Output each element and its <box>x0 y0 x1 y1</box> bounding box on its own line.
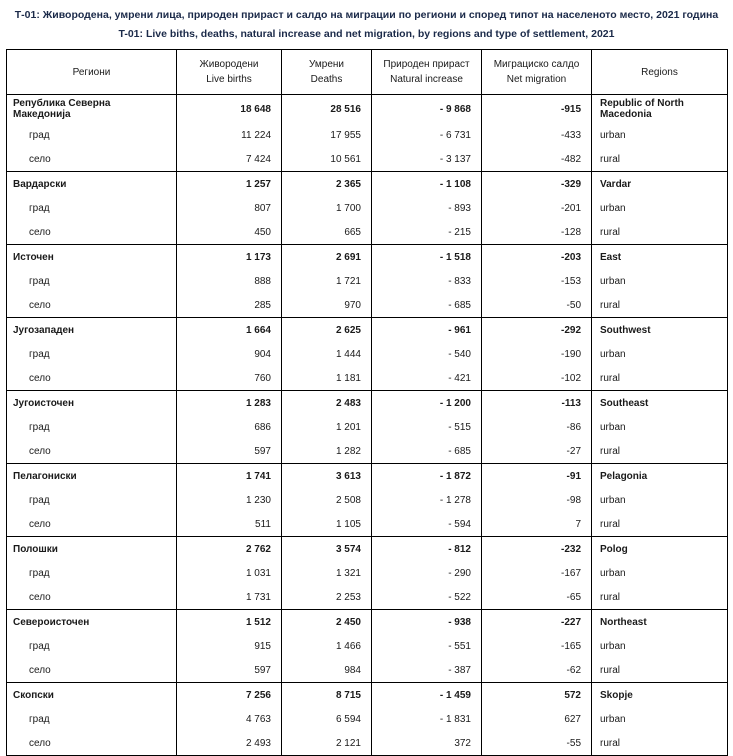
cell-region-en: rural <box>592 293 728 318</box>
cell-natural-increase: - 1 108 <box>372 172 482 197</box>
cell-natural-increase: - 3 137 <box>372 147 482 172</box>
table-row <box>7 731 728 756</box>
cell-region-en: urban <box>592 269 728 293</box>
cell-net-migration: -50 <box>482 293 592 318</box>
cell-region-mk: село <box>7 585 177 610</box>
cell-region-mk: село <box>7 147 177 172</box>
cell-region-en: rural <box>592 220 728 245</box>
cell-net-migration: -190 <box>482 342 592 366</box>
cell-region-en: Northeast <box>592 610 728 635</box>
cell-net-migration: -27 <box>482 439 592 464</box>
cell-region-mk: село <box>7 512 177 537</box>
cell-net-migration: -55 <box>482 731 592 756</box>
cell-live-births: 1 512 <box>177 610 282 635</box>
cell-net-migration: -128 <box>482 220 592 245</box>
table-row <box>7 147 728 172</box>
cell-live-births: 597 <box>177 658 282 683</box>
cell-deaths: 1 282 <box>282 439 372 464</box>
cell-live-births: 1 731 <box>177 585 282 610</box>
cell-live-births: 1 173 <box>177 245 282 270</box>
cell-region-en: Polog <box>592 537 728 562</box>
cell-net-migration: -915 <box>482 95 592 124</box>
cell-natural-increase: - 938 <box>372 610 482 635</box>
cell-deaths: 2 625 <box>282 318 372 343</box>
cell-live-births: 760 <box>177 366 282 391</box>
cell-natural-increase: - 812 <box>372 537 482 562</box>
cell-region-en: Southwest <box>592 318 728 343</box>
cell-region-en: Skopje <box>592 683 728 708</box>
cell-region-mk: село <box>7 220 177 245</box>
column-header-live-births <box>177 50 282 95</box>
cell-live-births: 1 664 <box>177 318 282 343</box>
cell-live-births: 1 230 <box>177 488 282 512</box>
cell-deaths: 2 691 <box>282 245 372 270</box>
cell-natural-increase: - 685 <box>372 293 482 318</box>
cell-natural-increase: - 1 459 <box>372 683 482 708</box>
table-title-block <box>6 8 727 41</box>
cell-region-mk: Источен <box>7 245 177 270</box>
column-header-regions-en-label: Regions <box>641 66 678 78</box>
cell-live-births: 686 <box>177 415 282 439</box>
cell-deaths: 3 613 <box>282 464 372 489</box>
cell-region-en: Pelagonia <box>592 464 728 489</box>
table-row <box>7 172 728 197</box>
table-title-mk: Т-01: Живороденa, умрени лица, природен прираст и салдо на миграции по региони и според типот на населеното место, 2021 година <box>14 9 719 21</box>
table-row <box>7 683 728 708</box>
cell-region-mk: Република Северна Македонија <box>7 95 177 124</box>
cell-live-births: 2 762 <box>177 537 282 562</box>
cell-region-en: East <box>592 245 728 270</box>
cell-region-mk: Скопски <box>7 683 177 708</box>
cell-net-migration: -227 <box>482 610 592 635</box>
cell-natural-increase: - 961 <box>372 318 482 343</box>
cell-net-migration: -482 <box>482 147 592 172</box>
cell-region-mk: село <box>7 731 177 756</box>
table-title-en: T-01: Live biths, deaths, natural increase and net migration, by regions and type of settlement, 2021 <box>118 28 615 40</box>
cell-region-mk: Вардарски <box>7 172 177 197</box>
cell-net-migration: -113 <box>482 391 592 416</box>
statistics-table <box>6 49 728 756</box>
cell-natural-increase: - 594 <box>372 512 482 537</box>
cell-deaths: 2 483 <box>282 391 372 416</box>
table-row <box>7 415 728 439</box>
cell-live-births: 888 <box>177 269 282 293</box>
cell-live-births: 904 <box>177 342 282 366</box>
column-header-natural-increase-mk: Природен прираст <box>383 59 470 70</box>
column-header-deaths-en: Deaths <box>310 74 343 85</box>
cell-deaths: 1 466 <box>282 634 372 658</box>
cell-net-migration: -232 <box>482 537 592 562</box>
cell-net-migration: -433 <box>482 123 592 147</box>
cell-net-migration: -292 <box>482 318 592 343</box>
cell-live-births: 597 <box>177 439 282 464</box>
cell-natural-increase: - 551 <box>372 634 482 658</box>
cell-region-mk: село <box>7 658 177 683</box>
table-row <box>7 658 728 683</box>
cell-region-mk: Југозападен <box>7 318 177 343</box>
table-row <box>7 269 728 293</box>
table-row <box>7 196 728 220</box>
table-row <box>7 245 728 270</box>
cell-live-births: 1 741 <box>177 464 282 489</box>
cell-region-en: urban <box>592 561 728 585</box>
cell-region-mk: Североисточен <box>7 610 177 635</box>
cell-net-migration: -153 <box>482 269 592 293</box>
cell-natural-increase: - 833 <box>372 269 482 293</box>
cell-live-births: 7 256 <box>177 683 282 708</box>
cell-net-migration: -91 <box>482 464 592 489</box>
cell-deaths: 665 <box>282 220 372 245</box>
table-header-row <box>7 50 728 95</box>
column-header-natural-increase-en: Natural increase <box>390 74 463 85</box>
cell-region-en: urban <box>592 488 728 512</box>
cell-natural-increase: - 540 <box>372 342 482 366</box>
column-header-live-births-en: Live births <box>206 74 252 85</box>
cell-deaths: 1 444 <box>282 342 372 366</box>
cell-deaths: 3 574 <box>282 537 372 562</box>
cell-live-births: 450 <box>177 220 282 245</box>
cell-deaths: 2 121 <box>282 731 372 756</box>
cell-net-migration: 7 <box>482 512 592 537</box>
cell-deaths: 2 508 <box>282 488 372 512</box>
cell-region-en: urban <box>592 123 728 147</box>
cell-region-en: rural <box>592 512 728 537</box>
cell-region-mk: град <box>7 707 177 731</box>
cell-region-en: rural <box>592 147 728 172</box>
cell-region-mk: град <box>7 415 177 439</box>
table-row <box>7 464 728 489</box>
table-row <box>7 512 728 537</box>
cell-natural-increase: - 290 <box>372 561 482 585</box>
cell-region-en: rural <box>592 439 728 464</box>
cell-live-births: 1 283 <box>177 391 282 416</box>
cell-region-mk: село <box>7 293 177 318</box>
cell-deaths: 10 561 <box>282 147 372 172</box>
table-body <box>7 95 728 756</box>
cell-live-births: 18 648 <box>177 95 282 124</box>
cell-region-en: urban <box>592 415 728 439</box>
cell-natural-increase: - 685 <box>372 439 482 464</box>
table-row <box>7 342 728 366</box>
cell-live-births: 807 <box>177 196 282 220</box>
cell-live-births: 915 <box>177 634 282 658</box>
cell-deaths: 970 <box>282 293 372 318</box>
cell-region-en: urban <box>592 342 728 366</box>
cell-natural-increase: - 6 731 <box>372 123 482 147</box>
cell-natural-increase: - 215 <box>372 220 482 245</box>
table-row <box>7 123 728 147</box>
cell-net-migration: -203 <box>482 245 592 270</box>
cell-deaths: 2 450 <box>282 610 372 635</box>
cell-deaths: 984 <box>282 658 372 683</box>
cell-net-migration: -165 <box>482 634 592 658</box>
cell-natural-increase: - 1 200 <box>372 391 482 416</box>
cell-natural-increase: - 1 831 <box>372 707 482 731</box>
cell-deaths: 1 181 <box>282 366 372 391</box>
cell-region-en: Vardar <box>592 172 728 197</box>
table-row <box>7 488 728 512</box>
cell-region-en: Republic of North Macedonia <box>592 95 728 124</box>
cell-region-en: rural <box>592 731 728 756</box>
column-header-regions-mk-label: Региони <box>72 66 111 78</box>
cell-region-mk: Пелагониски <box>7 464 177 489</box>
cell-natural-increase: - 893 <box>372 196 482 220</box>
table-row <box>7 220 728 245</box>
cell-net-migration: -329 <box>482 172 592 197</box>
column-header-regions-en <box>592 50 728 95</box>
table-row <box>7 318 728 343</box>
cell-deaths: 17 955 <box>282 123 372 147</box>
cell-region-en: rural <box>592 585 728 610</box>
cell-deaths: 2 365 <box>282 172 372 197</box>
cell-region-mk: село <box>7 439 177 464</box>
column-header-net-migration-mk: Мигрaциско салдо <box>493 59 580 70</box>
table-row <box>7 634 728 658</box>
cell-deaths: 1 721 <box>282 269 372 293</box>
cell-region-mk: град <box>7 634 177 658</box>
column-header-net-migration-en: Net migration <box>506 74 567 85</box>
cell-deaths: 1 700 <box>282 196 372 220</box>
table-row <box>7 439 728 464</box>
column-header-live-births-mk: Живородени <box>199 59 259 70</box>
cell-natural-increase: - 421 <box>372 366 482 391</box>
table-row <box>7 585 728 610</box>
cell-natural-increase: - 1 872 <box>372 464 482 489</box>
cell-net-migration: -86 <box>482 415 592 439</box>
cell-region-mk: Југоисточен <box>7 391 177 416</box>
cell-natural-increase: - 515 <box>372 415 482 439</box>
column-header-net-migration <box>482 50 592 95</box>
cell-region-mk: град <box>7 342 177 366</box>
cell-region-en: urban <box>592 196 728 220</box>
cell-region-mk: град <box>7 196 177 220</box>
cell-natural-increase: - 1 518 <box>372 245 482 270</box>
cell-deaths: 6 594 <box>282 707 372 731</box>
cell-net-migration: -201 <box>482 196 592 220</box>
cell-net-migration: 627 <box>482 707 592 731</box>
cell-natural-increase: - 387 <box>372 658 482 683</box>
cell-deaths: 28 516 <box>282 95 372 124</box>
cell-region-en: urban <box>592 707 728 731</box>
table-row <box>7 366 728 391</box>
table-row <box>7 293 728 318</box>
cell-region-mk: Полошки <box>7 537 177 562</box>
cell-deaths: 1 201 <box>282 415 372 439</box>
column-header-deaths <box>282 50 372 95</box>
cell-live-births: 11 224 <box>177 123 282 147</box>
table-header <box>7 50 728 95</box>
cell-live-births: 511 <box>177 512 282 537</box>
cell-deaths: 8 715 <box>282 683 372 708</box>
cell-live-births: 2 493 <box>177 731 282 756</box>
cell-region-mk: град <box>7 561 177 585</box>
cell-natural-increase: 372 <box>372 731 482 756</box>
table-row <box>7 391 728 416</box>
cell-live-births: 1 031 <box>177 561 282 585</box>
cell-region-mk: град <box>7 123 177 147</box>
table-row <box>7 537 728 562</box>
cell-deaths: 1 105 <box>282 512 372 537</box>
cell-deaths: 2 253 <box>282 585 372 610</box>
cell-region-en: rural <box>592 658 728 683</box>
cell-region-mk: град <box>7 488 177 512</box>
cell-live-births: 7 424 <box>177 147 282 172</box>
cell-deaths: 1 321 <box>282 561 372 585</box>
cell-net-migration: -65 <box>482 585 592 610</box>
cell-region-en: urban <box>592 634 728 658</box>
cell-natural-increase: - 9 868 <box>372 95 482 124</box>
cell-live-births: 285 <box>177 293 282 318</box>
cell-region-en: Southeast <box>592 391 728 416</box>
cell-net-migration: -167 <box>482 561 592 585</box>
cell-region-mk: село <box>7 366 177 391</box>
table-row <box>7 95 728 124</box>
cell-net-migration: 572 <box>482 683 592 708</box>
table-row <box>7 610 728 635</box>
column-header-deaths-mk: Умрени <box>308 59 344 70</box>
table-row <box>7 561 728 585</box>
cell-natural-increase: - 522 <box>372 585 482 610</box>
cell-live-births: 1 257 <box>177 172 282 197</box>
cell-net-migration: -62 <box>482 658 592 683</box>
cell-net-migration: -98 <box>482 488 592 512</box>
cell-live-births: 4 763 <box>177 707 282 731</box>
cell-net-migration: -102 <box>482 366 592 391</box>
column-header-natural-increase <box>372 50 482 95</box>
column-header-regions-mk <box>7 50 177 95</box>
cell-region-mk: град <box>7 269 177 293</box>
cell-natural-increase: - 1 278 <box>372 488 482 512</box>
cell-region-en: rural <box>592 366 728 391</box>
